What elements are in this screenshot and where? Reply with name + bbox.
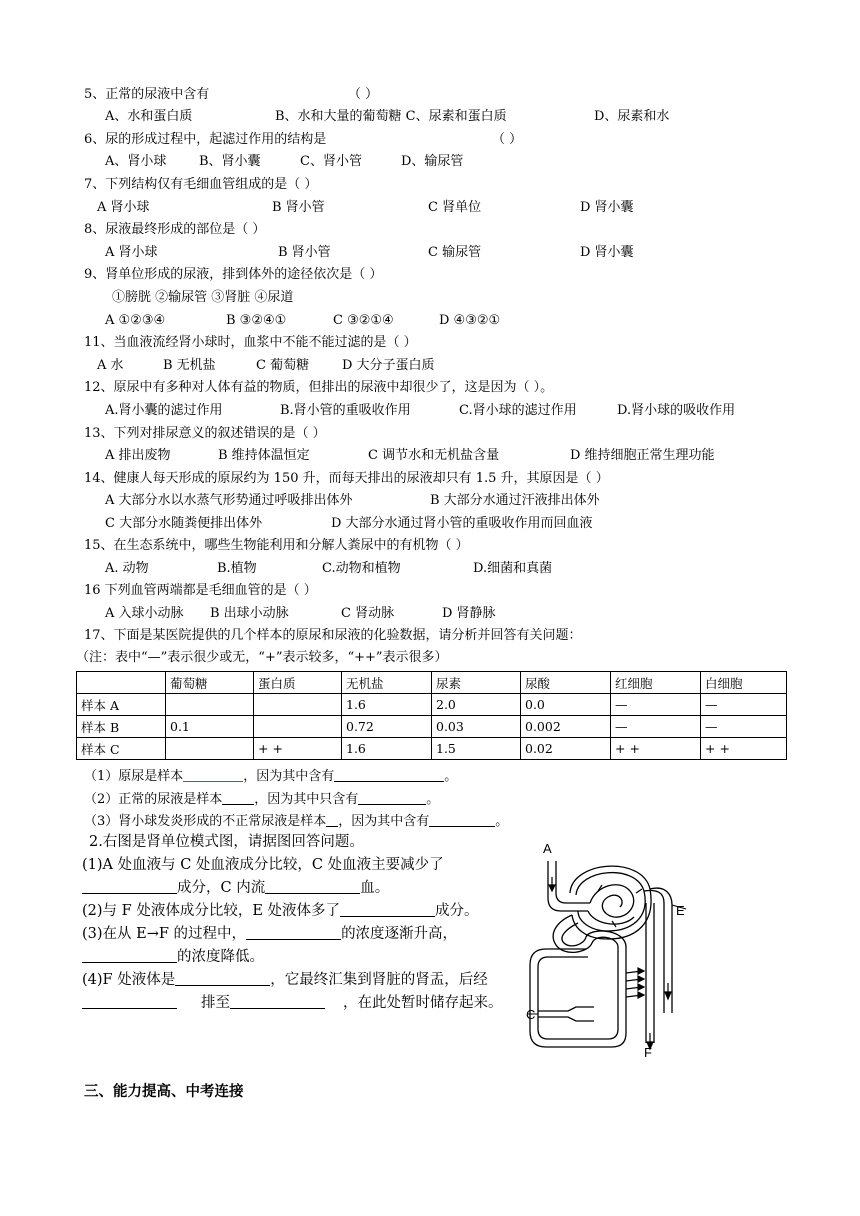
q2-line-4 (82, 924, 457, 944)
table-cell: + + (611, 738, 701, 760)
q12-option-a: A.肾小囊的滤过作用 (105, 403, 223, 418)
q9-option-d: D ④③②① (439, 313, 501, 328)
q2-text: 的浓度降低。 (177, 949, 264, 965)
table-cell: 1.5 (432, 738, 521, 760)
q6-stem: 6、尿的形成过程中，起滤过作用的结构是 (84, 132, 327, 147)
fill-text: 。 (426, 792, 440, 807)
q2-text: 的浓度逐渐升高， (341, 926, 458, 942)
q2-text: ，在此处暂时储存起来。 (343, 995, 503, 1011)
q2-line-1: (1)A 处血液与 C 处血液成分比较，C 处血液主要减少了 (82, 857, 444, 873)
table-cell: 0.02 (521, 738, 611, 760)
table-cell: — (701, 716, 787, 738)
q7-stem: 7、下列结构仅有毛细血管组成的是（ ） (84, 177, 318, 192)
table-cell: 样本 A (77, 694, 166, 716)
q2-line-3 (82, 901, 479, 921)
fill-text: ，因为其中含有 (338, 814, 430, 829)
q14-option-c: C 大部分水随粪便排出体外 (105, 516, 263, 531)
table-cell (166, 738, 254, 760)
q2-text: (4)F 处液体是 (82, 972, 176, 988)
table-cell: + + (701, 738, 787, 760)
table-row (77, 716, 787, 738)
answer-blank[interactable] (429, 812, 495, 827)
q15-stem: 15、在生态系统中，哪些生物能利用和分解人粪尿中的有机物（ ） (84, 538, 469, 553)
q8-option-d: D 肾小囊 (580, 245, 634, 260)
q9-stem: 9、肾单位形成的尿液，排到体外的途径依次是（ ） (84, 267, 383, 282)
q5-option-a: A、水和蛋白质 (105, 109, 193, 124)
table-cell: — (611, 694, 701, 716)
q2-text: (2)与 F 处液体成分比较，E 处液体多了 (82, 903, 341, 919)
fill-text: 。 (444, 769, 458, 784)
q14-option-d: D 大部分水通过肾小管的重吸收作用而回血液 (331, 516, 593, 531)
q6-paren: （ ） (492, 132, 523, 147)
answer-blank[interactable] (326, 812, 338, 827)
answer-blank[interactable] (246, 925, 341, 940)
q2-line-7 (82, 993, 503, 1013)
q6-option-a: A、肾小球 (105, 154, 167, 169)
q2-line-2 (82, 878, 389, 898)
q14-stem: 14、健康人每天形成的原尿约为 150 升，而每天排出的尿液却只有 1.5 升，其原因是（ ） (84, 471, 609, 486)
fill-text: ，因为其中含有 (243, 769, 335, 784)
answer-blank[interactable] (183, 767, 243, 782)
q2-text: (3)在从 E→F 的过程中， (82, 926, 247, 942)
q13-stem: 13、下列对排尿意义的叙述错误的是（ ） (84, 426, 326, 441)
q8-option-a: A 肾小球 (105, 245, 158, 260)
q5-paren: （ ） (348, 87, 379, 102)
answer-blank[interactable] (358, 790, 426, 805)
q7-option-d: D 肾小囊 (580, 200, 634, 215)
q15-option-b: B.植物 (217, 561, 257, 576)
table-cell (254, 694, 342, 716)
table-cell: 0.72 (342, 716, 432, 738)
q6-option-c: C、肾小管 (300, 154, 362, 169)
q6-option-b: B、肾小囊 (199, 154, 261, 169)
q16-option-c: C 肾动脉 (341, 606, 395, 621)
q15-option-c: C.动物和植物 (322, 561, 401, 576)
q16-option-d: D 肾静脉 (442, 606, 496, 621)
fill-text: ，因为其中只含有 (254, 792, 359, 807)
q2-text: ，它最终汇集到肾脏的肾盂，后经 (270, 972, 488, 988)
fill-text: 。 (495, 814, 509, 829)
q5-option-b: B、水和大量的葡萄糖 C、尿素和蛋白质 (275, 109, 507, 124)
q2-text: 排至 (201, 995, 230, 1011)
table-cell: 0.0 (521, 694, 611, 716)
table-cell: 2.0 (432, 694, 521, 716)
section-heading: 三、能力提高、中考连接 (84, 1084, 244, 1100)
table-cell: 样本 C (77, 738, 166, 760)
table-cell (166, 694, 254, 716)
lab-data-table (76, 671, 787, 760)
q7-option-c: C 肾单位 (428, 200, 482, 215)
fill-text: （1）原尿是样本 (84, 769, 184, 784)
q13-option-a: A 排出废物 (105, 448, 171, 463)
q11-stem: 11、当血液流经肾小球时，血浆中不能不能过滤的是（ ） (84, 335, 417, 350)
fill-line-1 (84, 767, 457, 786)
q12-option-c: C.肾小球的滤过作用 (459, 403, 577, 418)
table-cell: 1.6 (342, 738, 432, 760)
q9-items: ①膀胱 ②输尿管 ③肾脏 ④尿道 (112, 290, 294, 305)
answer-blank[interactable] (222, 790, 254, 805)
q16-option-b: B 出球小动脉 (210, 606, 289, 621)
table-cell (254, 716, 342, 738)
table-header-cell: 白细胞 (701, 672, 787, 694)
table-cell: — (701, 694, 787, 716)
q13-option-d: D 维持细胞正常生理功能 (570, 448, 715, 463)
q2-line-6 (82, 970, 488, 990)
fill-text: （3）肾小球发炎形成的不正常尿液是样本 (84, 814, 327, 829)
answer-blank[interactable] (334, 767, 444, 782)
q2-line-5 (82, 947, 264, 967)
table-header-cell: 无机盐 (342, 672, 432, 694)
q5-stem: 5、正常的尿液中含有 (84, 87, 210, 102)
table-row (77, 738, 787, 760)
q9-option-b: B ③②④① (226, 313, 287, 328)
q8-stem: 8、尿液最终形成的部位是（ ） (84, 222, 266, 237)
q2-text: 成分，C 内流 (177, 880, 266, 896)
q6-option-d: D、输尿管 (401, 154, 464, 169)
fill-line-3 (84, 812, 508, 831)
q12-stem: 12、原尿中有多种对人体有益的物质，但排出的尿液中却很少了，这是因为（ ）。 (84, 380, 554, 395)
table-header-cell: 红细胞 (611, 672, 701, 694)
label-a: A (543, 841, 552, 856)
q15-option-a: A. 动物 (105, 561, 149, 576)
table-cell: 0.1 (166, 716, 254, 738)
table-cell: — (611, 716, 701, 738)
q13-option-b: B 维持体温恒定 (218, 448, 310, 463)
q16-option-a: A 入球小动脉 (105, 606, 184, 621)
q12-option-b: B.肾小管的重吸收作用 (280, 403, 411, 418)
q5-option-d: D、尿素和水 (594, 109, 670, 124)
q7-option-b: B 肾小管 (272, 200, 325, 215)
q8-option-c: C 输尿管 (428, 245, 482, 260)
answer-blank[interactable] (82, 879, 177, 894)
label-e: E (676, 903, 685, 918)
q2-title: 2.右图是肾单位模式图，请据图回答问题。 (89, 834, 364, 850)
table-header-cell: 尿素 (432, 672, 521, 694)
fill-line-2 (84, 790, 439, 809)
table-cell: 1.6 (342, 694, 432, 716)
q8-option-b: B 肾小管 (278, 245, 331, 260)
table-header-cell: 尿酸 (521, 672, 611, 694)
nephron-diagram (528, 833, 698, 1058)
label-f: F (644, 1045, 652, 1060)
table-cell: 样本 B (77, 716, 166, 738)
answer-blank[interactable] (82, 994, 177, 1009)
answer-blank[interactable] (175, 971, 270, 986)
q11-option-d: D 大分子蛋白质 (342, 358, 435, 373)
q14-option-a: A 大部分水以水蒸气形势通过呼吸排出体外 (105, 493, 353, 508)
q14-option-b: B 大部分水通过汗液排出体外 (430, 493, 600, 508)
table-row (77, 694, 787, 716)
table-cell: 0.03 (432, 716, 521, 738)
q16-stem: 16 下列血管两端都是毛细血管的是（ ） (84, 583, 317, 598)
table-header-cell: 蛋白质 (254, 672, 342, 694)
table-cell: 0.002 (521, 716, 611, 738)
q17-stem: 17、下面是某医院提供的几个样本的原尿和尿液的化验数据，请分析并回答有关问题： (84, 628, 582, 643)
q2-text: 血。 (360, 880, 390, 896)
q9-option-a: A ①②③④ (105, 313, 166, 328)
q13-option-c: C 调节水和无机盐含量 (368, 448, 500, 463)
q2-text: 成分。 (435, 903, 479, 919)
q7-option-a: A 肾小球 (97, 200, 150, 215)
q11-option-c: C 葡萄糖 (256, 358, 310, 373)
answer-blank[interactable] (340, 902, 435, 917)
table-cell: + + (254, 738, 342, 760)
q12-option-d: D.肾小球的吸收作用 (617, 403, 736, 418)
table-header-cell: 葡萄糖 (166, 672, 254, 694)
answer-blank[interactable] (265, 879, 360, 894)
table-header-row (77, 672, 787, 694)
q17-note: （注：表中“—”表示很少或无，“+”表示较多，“++”表示很多） (76, 650, 448, 665)
q11-option-a: A 水 (97, 358, 124, 373)
answer-blank[interactable] (82, 948, 177, 963)
q9-option-c: C ③②①④ (333, 313, 394, 328)
table-header-cell (77, 672, 166, 694)
answer-blank[interactable] (230, 994, 325, 1009)
fill-text: （2）正常的尿液是样本 (84, 792, 223, 807)
q15-option-d: D.细菌和真菌 (473, 561, 553, 576)
label-c: C (526, 1007, 536, 1022)
q11-option-b: B 无机盐 (163, 358, 216, 373)
